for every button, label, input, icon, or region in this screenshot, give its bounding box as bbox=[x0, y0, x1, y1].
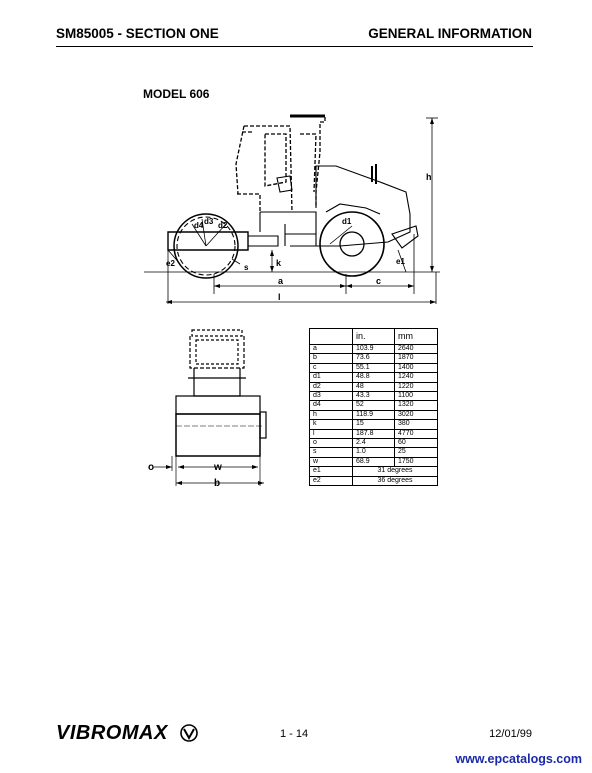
label-h: h bbox=[426, 172, 432, 182]
front-drum-face bbox=[176, 414, 260, 456]
table-cell: 1220 bbox=[395, 382, 438, 391]
label-c: c bbox=[376, 276, 382, 286]
revision-date: 12/01/99 bbox=[489, 728, 532, 740]
table-header-cell: mm bbox=[395, 329, 438, 345]
label-d4: d4 bbox=[194, 221, 204, 230]
table-cell: s bbox=[310, 448, 353, 457]
table-row bbox=[310, 401, 438, 410]
table-cell: 1320 bbox=[395, 401, 438, 410]
table-row bbox=[310, 363, 438, 372]
table-cell: 2640 bbox=[395, 345, 438, 354]
table-cell: a bbox=[310, 345, 353, 354]
chapter-title: GENERAL INFORMATION bbox=[368, 26, 532, 41]
table-cell: o bbox=[310, 439, 353, 448]
label-e1: e1 bbox=[396, 257, 405, 266]
watermark-text: www.epcatalogs.com bbox=[455, 752, 582, 766]
frame bbox=[260, 212, 316, 246]
label-d3: d3 bbox=[204, 217, 214, 226]
table-cell: 48 bbox=[353, 382, 395, 391]
table-row bbox=[310, 457, 438, 466]
table-cell: c bbox=[310, 363, 353, 372]
table-row bbox=[310, 392, 438, 401]
label-d1: d1 bbox=[342, 217, 352, 226]
table-cell: 103.9 bbox=[353, 345, 395, 354]
header-rule bbox=[56, 46, 533, 47]
logo-text: VIBROMAX bbox=[56, 722, 168, 744]
label-s: s bbox=[244, 263, 249, 272]
table-cell: 2.4 bbox=[353, 439, 395, 448]
table-cell: 1870 bbox=[395, 354, 438, 363]
engine-hood bbox=[316, 166, 410, 246]
table-row bbox=[310, 345, 438, 354]
table-row bbox=[310, 429, 438, 438]
operator-seat bbox=[277, 176, 292, 192]
cab-outline bbox=[236, 116, 325, 212]
label-e2: e2 bbox=[166, 259, 175, 268]
label-w: w bbox=[214, 462, 222, 473]
table-cell: 1750 bbox=[395, 457, 438, 466]
front-view-drawing bbox=[140, 326, 280, 494]
table-cell: d3 bbox=[310, 392, 353, 401]
front-frame bbox=[176, 396, 260, 414]
table-cell: e1 bbox=[310, 467, 353, 476]
table-cell: d1 bbox=[310, 373, 353, 382]
table-cell: 1.0 bbox=[353, 448, 395, 457]
table-cell: 36 degrees bbox=[353, 476, 438, 485]
table-cell: 3020 bbox=[395, 410, 438, 419]
label-l: l bbox=[278, 292, 281, 302]
table-row bbox=[310, 373, 438, 382]
dimensions-table bbox=[309, 328, 438, 486]
table-cell: 43.3 bbox=[353, 392, 395, 401]
table-row bbox=[310, 448, 438, 457]
rear-wheel bbox=[320, 212, 384, 276]
table-cell: 55.1 bbox=[353, 363, 395, 372]
table-cell: 60 bbox=[395, 439, 438, 448]
label-a: a bbox=[278, 276, 284, 286]
table-row bbox=[310, 439, 438, 448]
logo-badge-icon bbox=[180, 724, 198, 742]
table-cell: k bbox=[310, 420, 353, 429]
table-cell: d2 bbox=[310, 382, 353, 391]
table-header-cell: in. bbox=[353, 329, 395, 345]
table-cell: b bbox=[310, 354, 353, 363]
table-row bbox=[310, 476, 438, 485]
table-cell: w bbox=[310, 457, 353, 466]
page-number: 1 - 14 bbox=[280, 728, 309, 740]
label-d2: d2 bbox=[218, 221, 228, 230]
label-o: o bbox=[148, 462, 155, 473]
table-row bbox=[310, 420, 438, 429]
table-cell: l bbox=[310, 429, 353, 438]
table-cell: 187.8 bbox=[353, 429, 395, 438]
table-cell: 4770 bbox=[395, 429, 438, 438]
table-cell: 118.9 bbox=[353, 410, 395, 419]
table-header-row bbox=[310, 329, 438, 345]
table-cell: 25 bbox=[395, 448, 438, 457]
table-cell: 1240 bbox=[395, 373, 438, 382]
table-row bbox=[310, 410, 438, 419]
label-k: k bbox=[276, 258, 282, 268]
table-cell: 15 bbox=[353, 420, 395, 429]
section-title: SM85005 - SECTION ONE bbox=[56, 26, 219, 41]
table-header-cell bbox=[310, 329, 353, 345]
table-cell: 380 bbox=[395, 420, 438, 429]
vibromax-logo bbox=[56, 720, 196, 748]
table-row bbox=[310, 382, 438, 391]
table-cell: d4 bbox=[310, 401, 353, 410]
table-cell: 68.9 bbox=[353, 457, 395, 466]
table-row bbox=[310, 467, 438, 476]
table-cell: 1400 bbox=[395, 363, 438, 372]
table-cell: 52 bbox=[353, 401, 395, 410]
table-cell: h bbox=[310, 410, 353, 419]
model-title: MODEL 606 bbox=[143, 87, 210, 101]
table-cell: 48.8 bbox=[353, 373, 395, 382]
table-cell: 73.6 bbox=[353, 354, 395, 363]
table-cell: 1100 bbox=[395, 392, 438, 401]
side-view-drawing bbox=[140, 104, 448, 314]
label-b: b bbox=[214, 478, 221, 489]
table-row bbox=[310, 354, 438, 363]
table-cell: 31 degrees bbox=[353, 467, 438, 476]
table-cell: e2 bbox=[310, 476, 353, 485]
